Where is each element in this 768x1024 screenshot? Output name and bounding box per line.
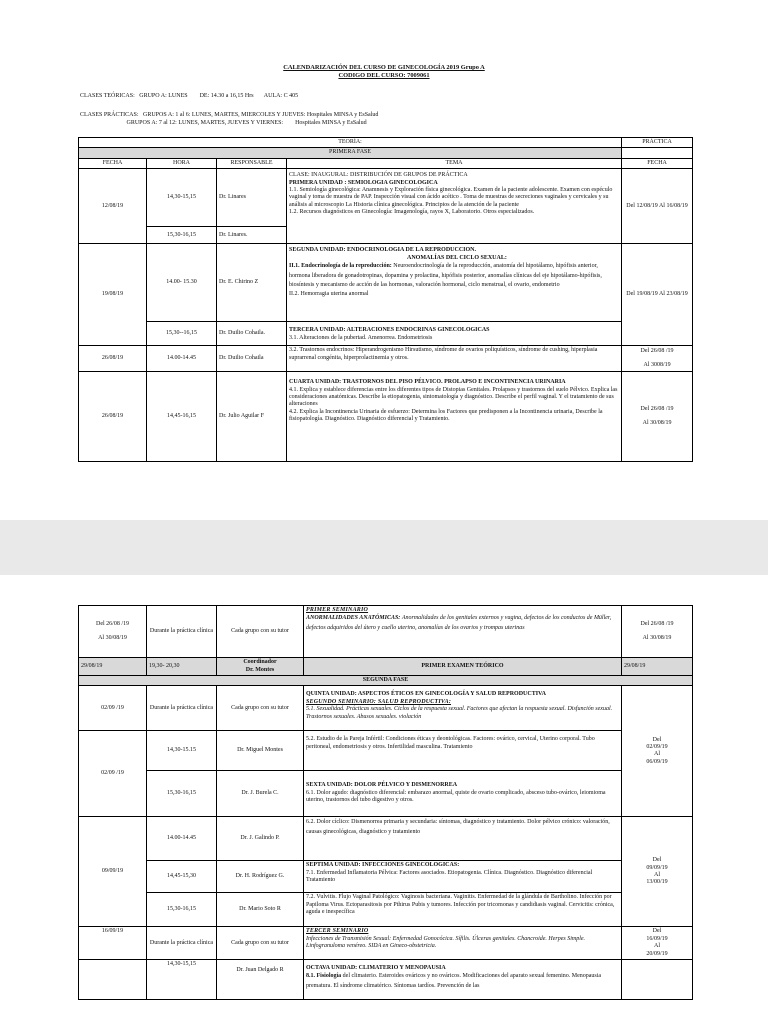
item-6-2-text: 6.2. Dolor cíclico: Dismenorrea primaria y secundaria: síntomas, diagnóstico y tratamiento. Dolor pélvico crónico: valoración, causas ginecológicas, diagnóstico y tratamiento <box>306 819 610 835</box>
q3-resp-b: Dr. H. Rodríguez G. <box>217 861 304 893</box>
row1-practice-date: Del 12/08/19 Al 16/08/19 <box>622 169 693 244</box>
item-3-2: 3.2. Trastornos endocrinos: Hiperandrogenismo Hirsutismo, síndrome de ovarios poliquísticos, síndrome de cushing, hiperplasia suprarrenal congénita, hiperprolactinemia y otros. <box>287 346 622 372</box>
q3-date: 09/09/19 <box>79 817 147 927</box>
exam-time: 19,30- 20,30 <box>147 658 217 676</box>
row4-date: 26/08/19 <box>79 372 147 462</box>
document-title: CALENDARIZACIÓN DEL CURSO DE GINECOLOGÍA 2019 Grupo A <box>283 64 485 71</box>
row2-topic <box>287 244 622 322</box>
unit-8-title: OCTAVA UNIDAD: CLIMATERIO Y MENOPAUSIA <box>306 965 446 972</box>
item-4-2: 4.2. Explica la Incontinencia Urinaria de esfuerzo: Determina los Factores que predisponen a la Incontinencia urinaria, Describe la fisiopatología. Diagnóstico. Diagnóstico diferencial y Tratamiento. <box>289 408 603 423</box>
q2-date: 02/09 /19 <box>79 731 147 817</box>
row2-date: 19/08/19 <box>79 244 147 346</box>
seminar-2-title: SEGUNDO SEMINARIO: SALUD REPRODUCTIVA: <box>306 698 452 705</box>
item-4-1: 4.1. Explica y establece diferencias entre los diferentes tipos de Distopias Genitales. Prolapsos y trastornos del suelo Pélvico. Explica las consideraciones anatómicas. Describe la etiopatogenia, sintomatología y diagnóstico. Describe el perfil vaginal. Y el tratamiento de sus alteraciones <box>289 386 618 408</box>
q2-time-b: 15,30-16,15 <box>147 771 217 817</box>
col-tema: TEMA <box>287 158 622 168</box>
unit-2-subtitle: ANOMALÍAS DEL CICLO SEXUAL: <box>407 254 507 261</box>
q1-topic <box>304 686 622 731</box>
q2-practice-al: Al <box>654 751 660 758</box>
row4-time: 14,45-16,15 <box>147 372 217 462</box>
row1-time-a: 14,30-15,15 <box>147 169 217 227</box>
q4-resp: Cada grupo con su tutor <box>217 927 304 960</box>
q1-date: 02/09 /19 <box>79 686 147 731</box>
row2-resp-b: Dr. Duilio Cohaila. <box>217 322 287 346</box>
schedule-table-2 <box>78 605 693 1000</box>
sem1-time: Durante la práctica clínica <box>147 606 217 658</box>
row3-resp: Dr. Duilio Cohaila <box>217 346 287 372</box>
sem1-date-from: Del 26/08 /19 <box>96 621 129 628</box>
q3-practice-del: Del <box>652 857 662 864</box>
q3-time-c: 15,30-16,15 <box>147 893 217 927</box>
q2-time-a: 14,30-15.15 <box>147 731 217 771</box>
practice-classes-line-1: CLASES PRÁCTICAS: GRUPOS A: 1 al 6: LUNES, MARTES, MIERCOLES Y JUEVES: Hospitales MINSA y EsSalud <box>80 112 379 118</box>
item-7-1: 7.1. Enfermedad Inflamatoria Pélvica: Factores asociados. Etiopatogenia. Clínica. Diagnóstico. Diagnóstico diferencial Tratamiento <box>306 869 593 884</box>
q3-time-a: 14.00-14.45 <box>147 817 217 861</box>
item-2-1-label: II.1. Endocrinología de la reproducción: <box>289 263 392 270</box>
q4-practice-date <box>622 927 693 960</box>
item-7-2: 7.2. Vulvitis. Flujo Vaginal Patológico: Vaginosis bacteriana. Vaginitis. Enfermedad de la glándula de Bartholino. Infección por Papiloma Virus. Ectoparasitosis por Pthirus Pubis y tumores. Infección por tricomonas y candidiasis vaginal. Cervicitis: crónica, aguda e inespecífica <box>304 893 622 927</box>
row1-time-b: 15,30-16,15 <box>147 227 217 244</box>
item-8-1: del climaterio. Esteroides ováricos y no ováricos. Modificaciones del aparato sexual femenino. Menopausia prematura. El síndrome climatérico. Síntomas tardíos. Prevención de las <box>306 973 602 989</box>
exam-resp-name: Dr. Montes <box>245 666 275 673</box>
row2-resp-a: Dr. E. Chirino Z <box>217 244 287 322</box>
sem1-practice-to: Al 30/08/19 <box>642 634 672 641</box>
exam-practice-date: 29/08/19 <box>622 658 693 676</box>
unit-3-title: TERCERA UNIDAD: ALTERACIONES ENDOCRINAS GINECOLOGICAS <box>289 327 490 334</box>
theory-classes-line: CLASES TEÓRICAS: GRUPO A: LUNES DE: 14.30 a 16,15 Hrs AULA: C 405 <box>80 93 299 99</box>
item-1-1: 1.1. Semiología ginecológica: Anamnesis y Exploración física ginecológica. Examen de la paciente adolescente. Examen con espéculo vaginal y toma de muestra de PAP. Inspección visual con ácido acético . Toma de muestras de secreciones vaginales y cervicales y su análisis al microscopio La Historia clínica ginecológica. Principios de la atención de la paciente <box>289 187 613 208</box>
row2-practice-date: Del 19/08/19 Al 23/08/19 <box>622 244 693 346</box>
col-responsable: RESPONSABLE <box>217 158 287 168</box>
exam-title: PRIMER EXAMEN TEÓRICO <box>304 658 622 676</box>
q4-date: 16/09/19 <box>79 927 147 960</box>
practice-classes-line-2: GRUPOS A: 7 al 12: LUNES, MARTES, JUEVES Y VIERNES: Hospitales MINSA y EsSalud <box>80 120 367 126</box>
seminar-1-subtitle: ANORMALIDADES ANATÓMICAS: <box>306 615 401 622</box>
q3-practice-from: 09/09/19 <box>646 864 668 871</box>
unit-1-title: PRIMERA UNIDAD : SEMIOLOGIA GINECOLOGICA <box>289 179 438 186</box>
q2-resp-b: Dr. J. Burela C. <box>217 771 304 817</box>
row4-practice-from: Del 26/08 /19 <box>640 406 674 413</box>
q1-resp: Cada grupo con su tutor <box>217 686 304 731</box>
item-5-2 <box>304 731 622 771</box>
item-3-1: 3.1. Alteraciones de la pubertad. Amenorrea. Endometriosis <box>289 334 433 341</box>
phase-header: PRIMERA FASE <box>79 148 622 158</box>
seminar-1-text: Anormalidades de los genitales externos y vagina, defectos de los conductos de Müller, defectos adquiridos del útero y cuello uterino, anomalías de los ovarios y trompas uterinas <box>306 615 612 631</box>
row2-time-b: 15,30--16,15 <box>147 322 217 346</box>
exam-date: 29/08/19 <box>79 658 147 676</box>
seminar-3-text: Infecciones de Transmisión Sexual: Enfermedad Gonocócica. Sífilis. Úlceras genitales. Chancroide. Herpes Simple. Linfogranuloma venéreo. SIDA en Gineco-obstetricia. <box>306 935 586 950</box>
row1-topic <box>287 169 622 244</box>
row3-practice-date <box>622 346 693 372</box>
q5-resp <box>217 960 304 1000</box>
q3b-topic <box>304 861 622 893</box>
q4-practice-from: 16/09/19 <box>646 935 668 942</box>
row1-resp-b: Dr. Linares. <box>217 227 287 244</box>
q5-resp-text: Dr. Juan Delgado R <box>236 967 284 974</box>
phase-2-header: SEGUNDA FASE <box>79 676 693 686</box>
row3-date: 26/08/19 <box>79 346 147 372</box>
item-2-2: II.2. Hemorragia uterina anormal <box>289 290 369 297</box>
practice-header: PRÁCTICA <box>622 138 693 148</box>
item-8-1-label: 8.1. Fisiología <box>306 973 342 980</box>
item-1-2: 1.2. Recursos diagnósticos en Ginecología: Imagenología, rayos X, Laboratorio. Otros especializados. <box>289 209 535 216</box>
col-hora: HORA <box>147 158 217 168</box>
row3-practice-to: Al 3008/19 <box>643 361 671 368</box>
q3-resp-c: Dr. Mario Soto R <box>217 893 304 927</box>
row4-practice-date <box>622 372 693 462</box>
seminar-3-title: TERCER SEMINARIO <box>306 928 369 935</box>
sem1-topic <box>304 606 622 658</box>
q3-practice-to: 13/00/19 <box>646 879 668 886</box>
unit-7-title: SEPTIMA UNIDAD: INFECCIONES GINECOLOGICAS: <box>306 862 460 869</box>
item-6-2 <box>304 817 622 861</box>
col-fecha-practica: FECHA <box>622 158 693 168</box>
unit-6-title: SEXTA UNIDAD: DOLOR PÉLVICO Y DISMENORREA <box>306 782 458 789</box>
q2-practice-date <box>622 686 693 817</box>
exam-resp-role: Coordinador <box>243 659 277 666</box>
row2-time-a: 14.00- 15.30 <box>147 244 217 322</box>
row2b-topic <box>287 322 622 346</box>
q2-practice-to: 06/09/19 <box>646 758 668 765</box>
q1-time: Durante la práctica clínica <box>147 686 217 731</box>
seminar-1-title: PRIMER SEMINARIO <box>306 607 369 613</box>
q2-practice-from: 02/09/19 <box>646 744 668 750</box>
q2-practice-del: Del <box>652 736 662 743</box>
sem1-date <box>79 606 147 658</box>
col-fecha: FECHA <box>79 158 147 168</box>
item-5-1: 5.1. Sexualidad. Prácticas sexuales. Ciclos de la respuesta sexual. Factores que afectan la respuesta sexual. Disfunción sexual. Trastornos sexuales. Abusos sexuales. violación <box>306 706 613 720</box>
q2b-topic <box>304 771 622 817</box>
q5-topic <box>304 960 622 1000</box>
q4-practice-to: 20/09/19 <box>646 950 668 957</box>
item-6-1: 6.1. Dolor agudo: diagnóstico diferencial: embarazo anormal, quiste de ovario complicado, absceso tubo-ovárico, leiomioma uterino, trastornos del tubo digestivo y otros. <box>306 789 606 804</box>
item-2-1: Neuroendocrinología de la reproducción, anatomía del hipotálamo, hipófisis anterior, hormona liberadora de gonadotropinas, dopamina y prolactina, hipófisis posterior, anomalías clínicas del eje hipotálamo-hipófisis, biosíntesis y mecanismo de acción de las hormonas, valoración hormonal, ciclo menstrual, el ovario, endometrio <box>289 263 602 289</box>
item-5-2-text: 5.2. Estudio de la Pareja Infértil: Condiciones éticas y deontológicas. Factores: ovárico, cervical, Uterino corporal. Tubo peritoneal, endometriosis y otros. Infertilidad masculina. Tratamiento <box>306 736 595 750</box>
q2-resp-a: Dr. Miguel Montes <box>217 731 304 771</box>
q3-practice-al: Al <box>654 871 660 878</box>
row3-time: 14.00-14.45 <box>147 346 217 372</box>
schedule-table-1 <box>78 137 693 462</box>
sem1-practice-date <box>622 606 693 658</box>
sem1-date-to: Al 30/08/19 <box>98 634 127 641</box>
q4-topic <box>304 927 622 960</box>
unit-2-title: SEGUNDA UNIDAD: ENDOCRINOLOGIA DE LA REPRODUCCION. <box>289 247 477 254</box>
exam-resp <box>217 658 304 676</box>
q3-resp-a: Dr. J. Galindo P. <box>217 817 304 861</box>
q4-practice-al: Al <box>654 943 660 950</box>
q4-time: Durante la práctica clínica <box>147 927 217 960</box>
document-page-2 <box>0 575 768 1024</box>
row4-topic <box>287 372 622 462</box>
sem1-resp: Cada grupo con su tutor <box>217 606 304 658</box>
unit-4-title: CUARTA UNIDAD: TRASTORNOS DEL PISO PÉLVICO. PROLAPSO E INCONTINENCIA URINARIA <box>289 379 566 386</box>
row4-resp: Dr. Julio Aguilar F <box>217 372 287 462</box>
q4-practice-del: Del <box>652 928 662 935</box>
q5-time: 14,30-15,15 <box>147 960 217 1000</box>
q3-time-b: 14,45-15,30 <box>147 861 217 893</box>
inaugural-class: CLASE: INAUGURAL: DISTRIBUCIÓN DE GRUPOS DE PRÁCTICA <box>289 172 468 179</box>
row3-practice-from: Del 26/08 /19 <box>640 348 674 355</box>
course-code: CODIGO DEL CURSO: 7009061 <box>338 72 430 79</box>
row1-date: 12/08/19 <box>79 169 147 244</box>
unit-5-title: QUINTA UNIDAD: ASPECTOS ÉTICOS EN GINECOLOGÍA Y SALUD REPRODUCTIVA <box>306 691 546 698</box>
row1-resp-a: Dr. Linares <box>217 169 287 227</box>
q3-practice-date <box>622 817 693 927</box>
sem1-practice-from: Del 26/08 /19 <box>640 621 674 628</box>
row4-practice-to: Al 30/08/19 <box>642 419 672 426</box>
theory-header: TEORÍA: <box>79 138 622 148</box>
